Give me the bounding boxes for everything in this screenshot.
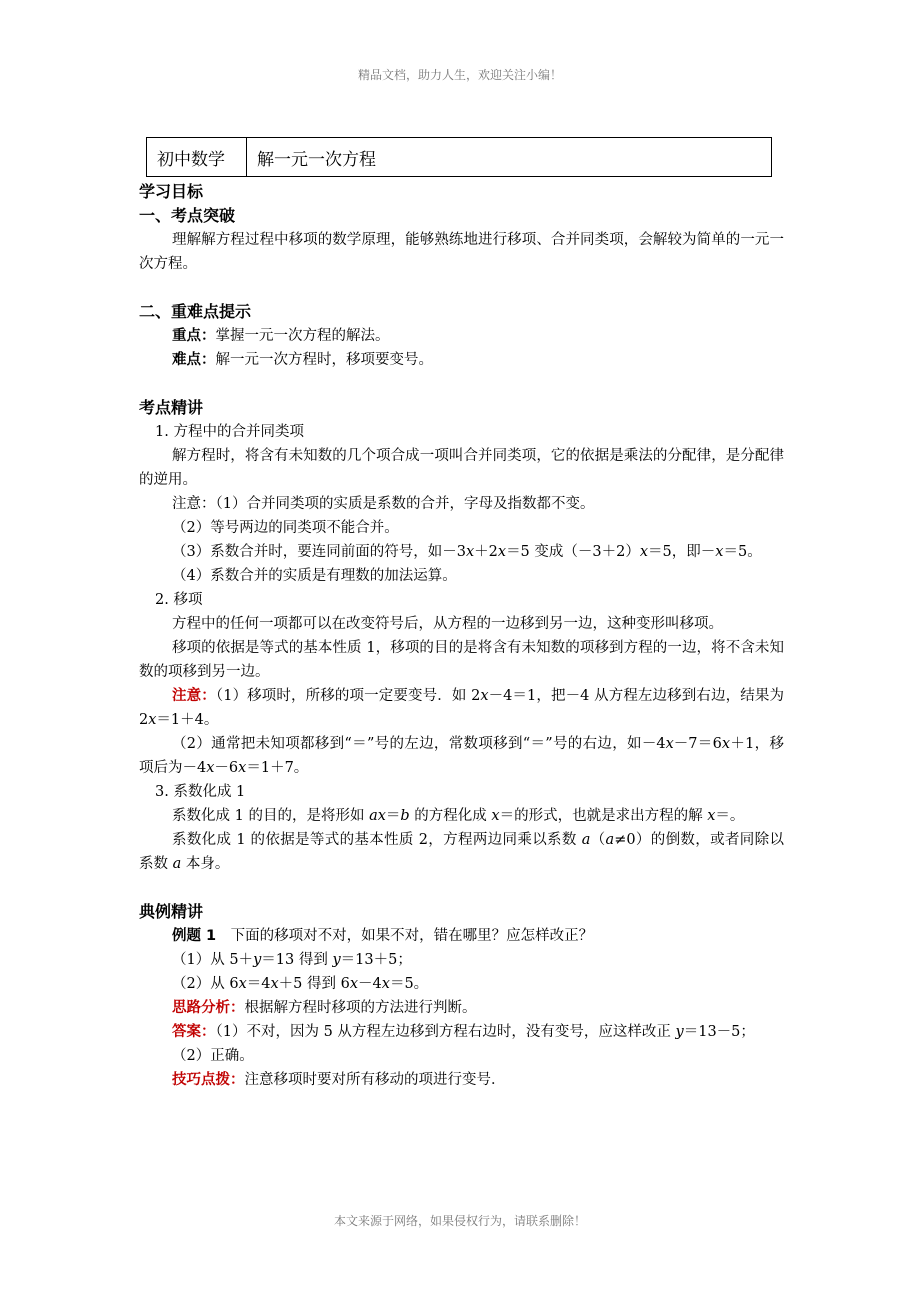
- page-footer-note: 本文来源于网络，如果侵权行为，请联系删除！: [333, 1214, 586, 1228]
- paragraph: 移项的依据是等式的基本性质 1，移项的目的是将含有未知数的项移到方程的一边，将不含未知数的项移到另一边。: [139, 640, 784, 680]
- paragraph: 理解解方程过程中移项的数学原理，能够熟练地进行移项、合并同类项，会解较为简单的一元一次方程。: [139, 232, 784, 272]
- note-label: 注意：: [172, 688, 216, 704]
- subheading-2: 2. 移项: [155, 592, 203, 608]
- example-item: （1）从 5＋y＝13 得到 y＝13＋5；: [172, 952, 412, 968]
- difficult-point-label: 难点：: [172, 352, 216, 368]
- answer-line: （2）正确。: [172, 1048, 254, 1064]
- section-heading-3: 考点精讲: [139, 398, 204, 417]
- subject-cell: 初中数学: [147, 138, 247, 176]
- section-heading-4: 典例精讲: [139, 902, 204, 921]
- answer-line: 答案：（1）不对，因为 5 从方程左边移到方程右边时，没有变号，应这样改正 y＝13－5；: [172, 1024, 755, 1040]
- topic-cell: 解一元一次方程: [257, 149, 376, 170]
- section-heading-1: 一、考点突破: [139, 206, 236, 225]
- example-question: 例题 1 下面的移项对不对，如果不对，错在哪里？应怎样改正？: [172, 928, 594, 944]
- key-point-text: 掌握一元一次方程的解法。: [215, 328, 390, 344]
- note-line: （4）系数合并的实质是有理数的加法运算。: [172, 568, 457, 584]
- document-body: [139, 180, 784, 1092]
- example-label: 例题 1: [172, 928, 217, 944]
- subheading-1: 1. 方程中的合并同类项: [155, 424, 304, 440]
- note-line: （2）等号两边的同类项不能合并。: [172, 520, 399, 536]
- section-heading-2: 二、重难点提示: [139, 302, 252, 321]
- note-line: 注意：（1）合并同类项的实质是系数的合并，字母及指数都不变。: [172, 496, 595, 512]
- key-point-label: 重点：: [172, 328, 216, 344]
- tip-label: 技巧点拨：: [172, 1072, 245, 1088]
- paragraph: 方程中的任何一项都可以在改变符号后，从方程的一边移到另一边，这种变形叫移项。: [172, 616, 723, 632]
- tip-line: 技巧点拨：注意移项时要对所有移动的项进行变号．: [172, 1072, 506, 1088]
- page-header-note: 精品文档，助力人生，欢迎关注小编！: [357, 68, 562, 82]
- note-line: （3）系数合并时，要连同前面的符号，如－3x＋2x＝5 变成（－3＋2）x＝5，即－x＝5。: [172, 544, 762, 560]
- paragraph: 系数化成 1 的目的，是将形如 ax＝b 的方程化成 x＝的形式，也就是求出方程的解 x＝。: [172, 808, 745, 824]
- note-paragraph: 注意：（1）移项时，所移的项一定要变号．如 2x－4＝1，把－4 从方程左边移到右边，结果为 2x＝1＋4。: [139, 688, 784, 728]
- analysis-line: 思路分析：根据解方程时移项的方法进行判断。: [172, 1000, 477, 1016]
- title-table: [146, 137, 772, 177]
- difficult-point-text: 解一元一次方程时，移项要变号。: [215, 352, 433, 368]
- key-point: [139, 324, 784, 348]
- difficult-point: [139, 348, 784, 372]
- example-item: （2）从 6x＝4x＋5 得到 6x－4x＝5。: [172, 976, 429, 992]
- section-heading-goals: 学习目标: [139, 182, 204, 201]
- analysis-label: 思路分析：: [172, 1000, 245, 1016]
- paragraph: 系数化成 1 的依据是等式的基本性质 2，方程两边同乘以系数 a（a≠0）的倒数，或者同除以系数 a 本身。: [139, 832, 784, 872]
- note-paragraph: （2）通常把未知项都移到“＝”号的左边，常数项移到“＝”号的右边，如－4x－7＝6x＋1，移项后为－4x－6x＝1＋7。: [139, 736, 784, 776]
- answer-label: 答案：: [172, 1024, 216, 1040]
- paragraph: 解方程时，将含有未知数的几个项合成一项叫合并同类项，它的依据是乘法的分配律，是分配律的逆用。: [139, 448, 784, 488]
- subheading-3: 3. 系数化成 1: [155, 784, 246, 800]
